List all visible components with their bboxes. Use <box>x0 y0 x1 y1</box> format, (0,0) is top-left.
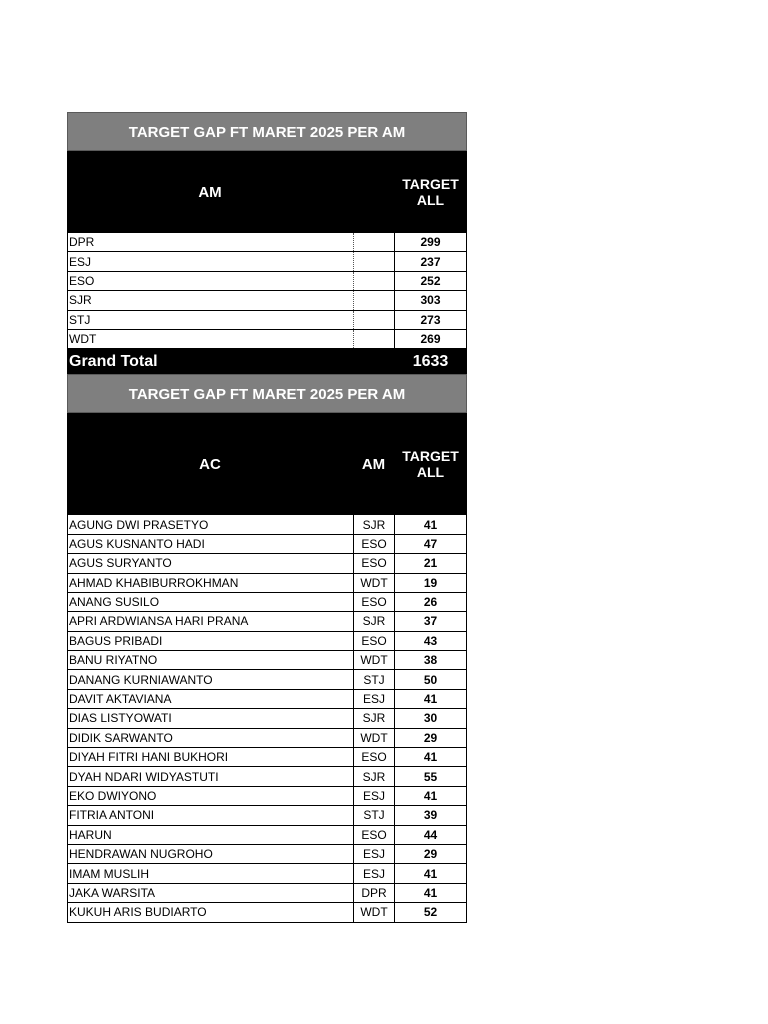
cell-target[interactable]: 43 <box>394 632 466 650</box>
cell-target[interactable]: 41 <box>394 515 466 533</box>
cell-am[interactable]: STJ <box>353 806 394 824</box>
cell-ac[interactable]: HARUN <box>69 827 112 842</box>
table-row <box>68 806 466 825</box>
cell-blank[interactable] <box>353 330 394 348</box>
cell-am[interactable]: DPR <box>69 235 95 250</box>
cell-ac[interactable]: DIYAH FITRI HANI BUKHORI <box>69 750 229 765</box>
table-row <box>68 311 466 330</box>
cell-target[interactable]: 237 <box>394 252 466 270</box>
cell-am[interactable]: ESJ <box>69 254 92 269</box>
cell-ac[interactable]: HENDRAWAN NUGROHO <box>69 847 213 862</box>
grand-total-value: 1633 <box>412 352 449 370</box>
cell-am[interactable]: ESO <box>353 554 394 572</box>
cell-am[interactable]: WDT <box>353 903 394 921</box>
section1-title: TARGET GAP FT MARET 2025 PER AM <box>67 112 467 151</box>
table-row <box>68 574 466 593</box>
table-row <box>68 670 466 689</box>
table-row <box>68 291 466 310</box>
cell-ac[interactable]: BANU RIYATNO <box>69 653 158 668</box>
table-row <box>68 767 466 786</box>
cell-target[interactable]: 269 <box>394 330 466 348</box>
cell-blank[interactable] <box>353 311 394 329</box>
cell-target[interactable]: 29 <box>394 845 466 863</box>
table-row <box>68 845 466 864</box>
cell-am[interactable]: WDT <box>353 651 394 669</box>
cell-ac[interactable]: AHMAD KHABIBURROKHMAN <box>69 575 239 590</box>
table-row <box>68 632 466 651</box>
cell-am[interactable]: ESO <box>353 632 394 650</box>
cell-blank[interactable] <box>353 233 394 251</box>
cell-am[interactable]: ESJ <box>353 864 394 882</box>
cell-target[interactable]: 252 <box>394 272 466 290</box>
cell-target[interactable]: 41 <box>394 864 466 882</box>
section1-rows <box>67 233 467 349</box>
section1-header <box>67 151 467 233</box>
header-target-all: TARGET ALL <box>402 176 459 208</box>
cell-am[interactable]: ESO <box>69 273 95 288</box>
cell-am[interactable]: ESO <box>353 826 394 844</box>
cell-blank[interactable] <box>353 252 394 270</box>
cell-am[interactable]: SJR <box>69 293 92 308</box>
cell-target[interactable]: 299 <box>394 233 466 251</box>
cell-target[interactable]: 41 <box>394 787 466 805</box>
cell-ac[interactable]: AGUS SURYANTO <box>69 556 172 571</box>
table-row <box>68 535 466 554</box>
cell-ac[interactable]: FITRIA ANTONI <box>69 808 155 823</box>
cell-ac[interactable]: DIDIK SARWANTO <box>69 730 173 745</box>
cell-am[interactable]: ESJ <box>353 845 394 863</box>
cell-ac[interactable]: ANANG SUSILO <box>69 595 160 610</box>
table-row <box>68 748 466 767</box>
table-row <box>68 826 466 845</box>
cell-target[interactable]: 41 <box>394 690 466 708</box>
section2-title: TARGET GAP FT MARET 2025 PER AM <box>67 374 467 413</box>
header-ac: AC <box>199 455 221 473</box>
cell-target[interactable]: 39 <box>394 806 466 824</box>
cell-ac[interactable]: EKO DWIYONO <box>69 789 157 803</box>
table-row <box>68 593 466 612</box>
cell-blank[interactable] <box>353 291 394 309</box>
cell-am[interactable]: ESO <box>353 748 394 766</box>
spreadsheet <box>67 112 467 923</box>
table-row <box>68 690 466 709</box>
table-row <box>68 515 466 534</box>
table-row <box>68 787 466 806</box>
header-am: AM <box>198 183 222 201</box>
cell-am[interactable]: STJ <box>353 670 394 688</box>
cell-ac[interactable]: DIAS LISTYOWATI <box>69 711 172 726</box>
table-row <box>68 903 466 922</box>
cell-am[interactable]: DPR <box>353 884 394 902</box>
cell-target[interactable]: 41 <box>394 748 466 766</box>
table-row <box>68 651 466 670</box>
cell-ac[interactable]: DYAH NDARI WIDYASTUTI <box>69 769 219 784</box>
header-am: AM <box>361 455 386 473</box>
table-row <box>68 272 466 291</box>
grand-total-label: Grand Total <box>69 352 158 370</box>
section2-rows <box>67 515 467 922</box>
cell-target[interactable]: 44 <box>394 826 466 844</box>
table-row <box>68 884 466 903</box>
cell-am[interactable]: WDT <box>353 729 394 747</box>
cell-blank[interactable] <box>353 272 394 290</box>
cell-am[interactable]: SJR <box>353 612 394 630</box>
cell-am[interactable]: STJ <box>69 312 91 327</box>
cell-ac[interactable]: APRI ARDWIANSA HARI PRANA <box>69 614 249 629</box>
cell-ac[interactable]: DANANG KURNIAWANTO <box>69 672 213 687</box>
cell-am[interactable]: SJR <box>353 767 394 785</box>
cell-ac[interactable]: IMAM MUSLIH <box>69 866 150 881</box>
cell-am[interactable]: ESJ <box>353 787 394 805</box>
cell-target[interactable]: 21 <box>394 554 466 572</box>
cell-target[interactable]: 55 <box>394 767 466 785</box>
cell-am[interactable]: SJR <box>353 515 394 533</box>
table-row <box>68 864 466 883</box>
cell-ac[interactable]: DAVIT AKTAVIANA <box>69 692 172 707</box>
cell-am[interactable]: ESO <box>353 593 394 611</box>
cell-ac[interactable]: AGUS KUSNANTO HADI <box>69 536 205 551</box>
cell-target[interactable]: 38 <box>394 651 466 669</box>
cell-target[interactable]: 52 <box>394 903 466 921</box>
cell-ac[interactable]: AGUNG DWI PRASETYO <box>69 517 209 532</box>
table-row <box>68 252 466 271</box>
cell-ac[interactable]: KUKUH ARIS BUDIARTO <box>69 905 207 920</box>
cell-target[interactable]: 303 <box>394 291 466 309</box>
cell-am[interactable]: SJR <box>353 709 394 727</box>
cell-target[interactable]: 273 <box>394 311 466 329</box>
header-target-all: TARGET ALL <box>402 448 459 481</box>
cell-target[interactable]: 29 <box>394 729 466 747</box>
table-row <box>68 709 466 728</box>
grand-total-row <box>67 349 467 374</box>
cell-target[interactable]: 47 <box>394 535 466 553</box>
table-row <box>68 330 466 349</box>
table-row <box>68 233 466 252</box>
cell-target[interactable]: 50 <box>394 670 466 688</box>
cell-target[interactable]: 26 <box>394 593 466 611</box>
cell-am[interactable]: ESO <box>353 535 394 553</box>
cell-target[interactable]: 30 <box>394 709 466 727</box>
cell-target[interactable]: 41 <box>394 884 466 902</box>
table-row <box>68 612 466 631</box>
section2-header <box>67 413 467 515</box>
table-row <box>68 729 466 748</box>
cell-ac[interactable]: JAKA WARSITA <box>69 885 156 900</box>
cell-target[interactable]: 19 <box>394 574 466 592</box>
cell-am[interactable]: WDT <box>69 332 97 347</box>
cell-am[interactable]: ESJ <box>353 690 394 708</box>
cell-target[interactable]: 37 <box>394 612 466 630</box>
table-row <box>68 554 466 573</box>
cell-am[interactable]: WDT <box>353 574 394 592</box>
cell-ac[interactable]: BAGUS PRIBADI <box>69 633 163 648</box>
